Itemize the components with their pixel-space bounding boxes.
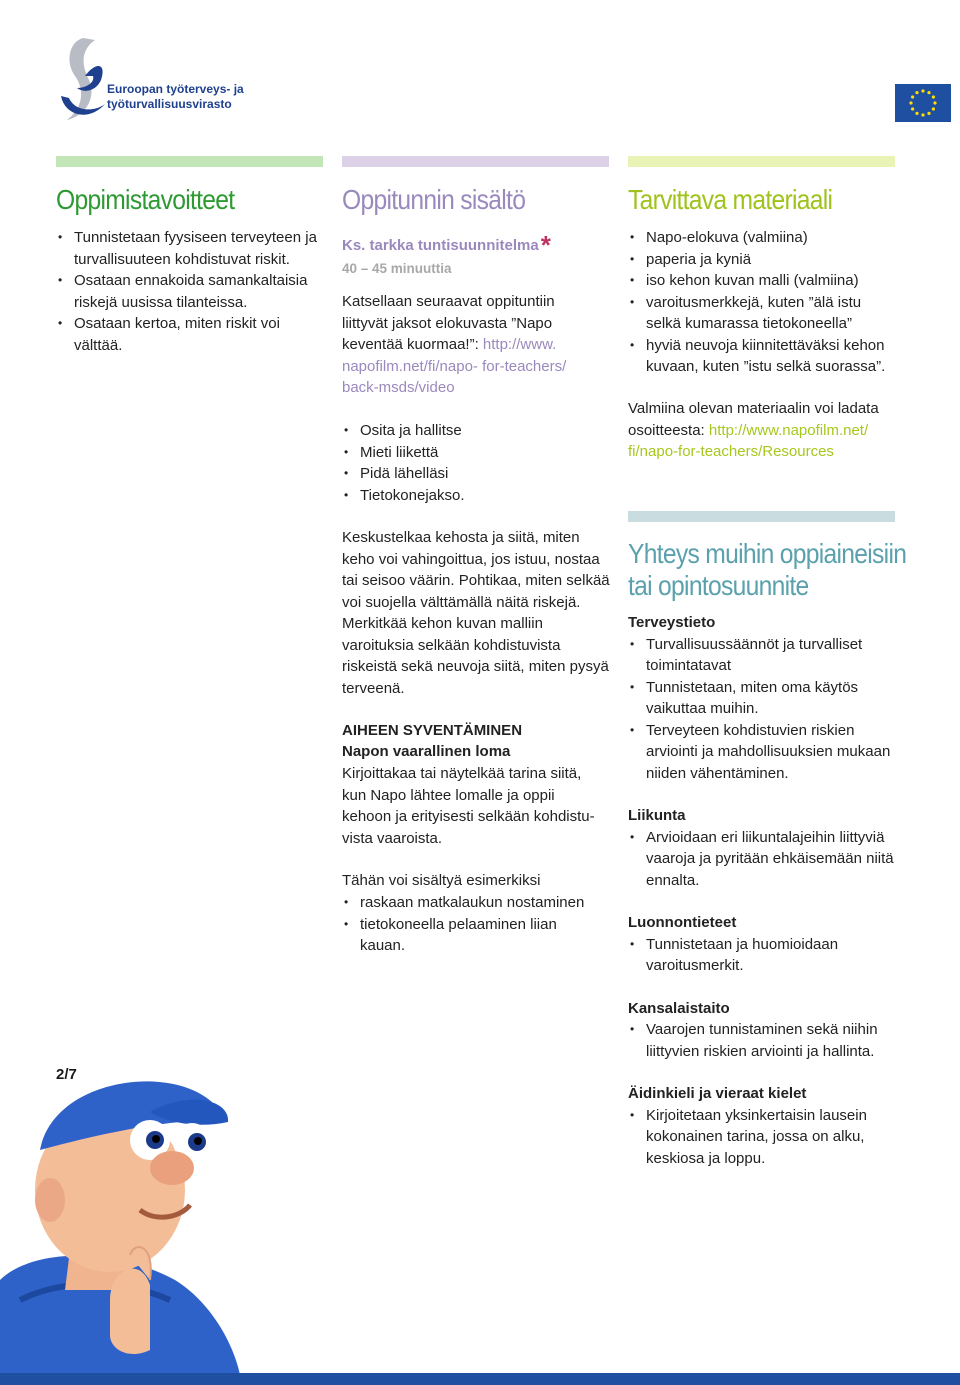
star-icon [927, 112, 930, 115]
subjects-section [628, 612, 898, 1169]
subject-name: Äidinkieli ja vieraat kielet [628, 1085, 807, 1102]
resources-link[interactable]: http://www.napofilm.net/ fi/napo-for-teachers/Resources [628, 421, 869, 460]
star-icon [915, 112, 918, 115]
subject-block [628, 912, 898, 977]
episode-list [342, 420, 609, 506]
napo-mascot-image [0, 1050, 260, 1375]
subject-list [628, 1105, 898, 1170]
cross-curricular-title-line2: tai opintosuunnite [628, 570, 809, 601]
star-icon [927, 91, 930, 94]
subject-block [628, 1083, 898, 1169]
deepen-subheading: Napon vaarallinen loma [342, 743, 511, 760]
list-item: • iso kehon kuvan malli (valmiina) [628, 270, 898, 292]
deepen-text: Kirjoittakaa tai näytelkää tarina siitä, kun Napo lähtee lomalle ja oppii kehoon ja erityisesti selkään kohdistu- vista vaaroista. [342, 765, 595, 847]
star-icon [911, 95, 914, 98]
list-item: • hyviä neuvoja kiinnitettäväksi kehon kuvaan, kuten ”istu selkä suorassa”. [628, 335, 898, 378]
agency-name-line1: Euroopan työterveys- ja [107, 82, 244, 96]
star-icon [915, 91, 918, 94]
subject-list [628, 634, 898, 785]
star-icon [909, 101, 912, 104]
list-item: • Vaarojen tunnistaminen sekä niihin liittyvien riskien arviointi ja hallinta. [628, 1019, 898, 1062]
list-item: • Osita ja hallitse [342, 420, 609, 442]
napo-video-link[interactable]: http://www. napofilm.net/fi/napo- for-teachers/ back-msds/video [342, 336, 567, 396]
list-item: • Osataan kertoa, miten riskit voi välttää. [56, 313, 323, 356]
star-icon [921, 113, 924, 116]
subject-list [628, 827, 898, 892]
star-icon [911, 107, 914, 110]
list-item: • Napo-elokuva (valmiina) [628, 227, 898, 249]
list-item: • Osataan ennakoida samankaltaisia riskejä uusissa tilanteissa. [56, 270, 323, 313]
column-2-accent-bar [342, 156, 609, 167]
list-item: • Tunnistetaan, miten oma käytös vaikuttaa muihin. [628, 677, 898, 720]
intro-paragraph [342, 291, 597, 399]
discussion-paragraph: Keskustelkaa kehosta ja siitä, miten keho voi vahingoittua, jos istuu, nostaa tai seisoo väärin. Pohtikaa, miten selkää voi suojella välttämällä näitä riskejä. Merkitkää kehon kuvan malliin varoituksia selkään kohdistuvista riskeistä sekä neuvoja siitä, miten pysyä terveenä. [342, 529, 610, 697]
cross-curricular-title-line1: Yhteys muihin oppiaineisiin [628, 538, 907, 569]
subject-name: Liikunta [628, 807, 686, 824]
list-item: • Terveyteen kohdistuvien riskien arviointi ja mahdollisuuksien mukaan niiden vähentäminen. [628, 720, 898, 785]
asterisk-icon: * [540, 230, 551, 260]
subject-block [628, 612, 898, 784]
subject-list [628, 1019, 898, 1062]
materials-title: Tarvittava materiaali [628, 184, 833, 215]
subject-name: Luonnontieteet [628, 914, 737, 931]
examples-list [342, 892, 602, 957]
subject-block [628, 805, 898, 891]
list-item: • paperia ja kyniä [628, 249, 898, 271]
list-item: • Pidä lähelläsi [342, 463, 609, 485]
list-item: • varoitusmerkkejä, kuten ”älä istu selkä kumarassa tietokoneella” [628, 292, 898, 335]
learning-goals-title: Oppimistavoitteet [56, 184, 235, 215]
star-icon [932, 95, 935, 98]
intro-text: Katsellaan seuraavat oppituntiin liittyvät jaksot elokuvasta ”Napo keventää kuormaa!”: [342, 293, 555, 353]
star-icon [921, 89, 924, 92]
list-item: • Tunnistetaan fyysiseen terveyteen ja turvallisuuteen kohdistuvat riskit. [56, 227, 323, 270]
agency-name-line2: työturvallisuusvirasto [107, 97, 232, 111]
download-text: Valmiina olevan materiaalin voi ladata osoitteesta: [628, 400, 879, 439]
subject-list [628, 934, 898, 977]
lesson-content-title: Oppitunnin sisältö [342, 184, 526, 215]
list-item: • Kirjoitetaan yksinkertaisin lausein kokonainen tarina, jossa on alku, keskiosa ja loppu. [628, 1105, 898, 1170]
list-item: • Tunnistetaan ja huomioidaan varoitusmerkit. [628, 934, 898, 977]
page-number: 2/7 [56, 1066, 77, 1083]
list-item: • raskaan matkalaukun nostaminen [342, 892, 602, 914]
lesson-plan-ref-label: Ks. tarkka tuntisuunnitelma [342, 237, 539, 254]
star-icon [933, 101, 936, 104]
agency-name [107, 82, 244, 112]
subject-name: Terveystieto [628, 614, 716, 631]
footer-bar [0, 1373, 960, 1385]
eu-flag-icon [895, 84, 951, 122]
examples-intro: Tähän voi sisältyä esimerkiksi [342, 872, 541, 889]
column-1-accent-bar [56, 156, 323, 167]
subject-name: Kansalaistaito [628, 999, 730, 1017]
list-item: • Tietokonejakso. [342, 485, 609, 507]
deepen-heading: AIHEEN SYVENTÄMINEN [342, 722, 523, 739]
duration: 40 – 45 minuuttia [342, 261, 452, 276]
materials-list [628, 227, 898, 378]
list-item: • Mieti liikettä [342, 442, 609, 464]
cross-curricular-title [628, 538, 906, 602]
learning-goals-list [56, 227, 323, 356]
column-3b-accent-bar [628, 511, 895, 522]
lesson-plan-ref [342, 226, 609, 260]
list-item: • Turvallisuussäännöt ja turvalliset toimintatavat [628, 634, 898, 677]
subject-block [628, 998, 898, 1063]
agency-logo [55, 32, 275, 127]
download-paragraph [628, 398, 896, 463]
list-item: • tietokoneella pelaaminen liian kauan. [342, 914, 602, 957]
star-icon [932, 107, 935, 110]
column-3-accent-bar [628, 156, 895, 167]
list-item: • Arvioidaan eri liikuntalajeihin liittyviä vaaroja ja pyritään ehkäisemään niitä ennalta. [628, 827, 898, 892]
